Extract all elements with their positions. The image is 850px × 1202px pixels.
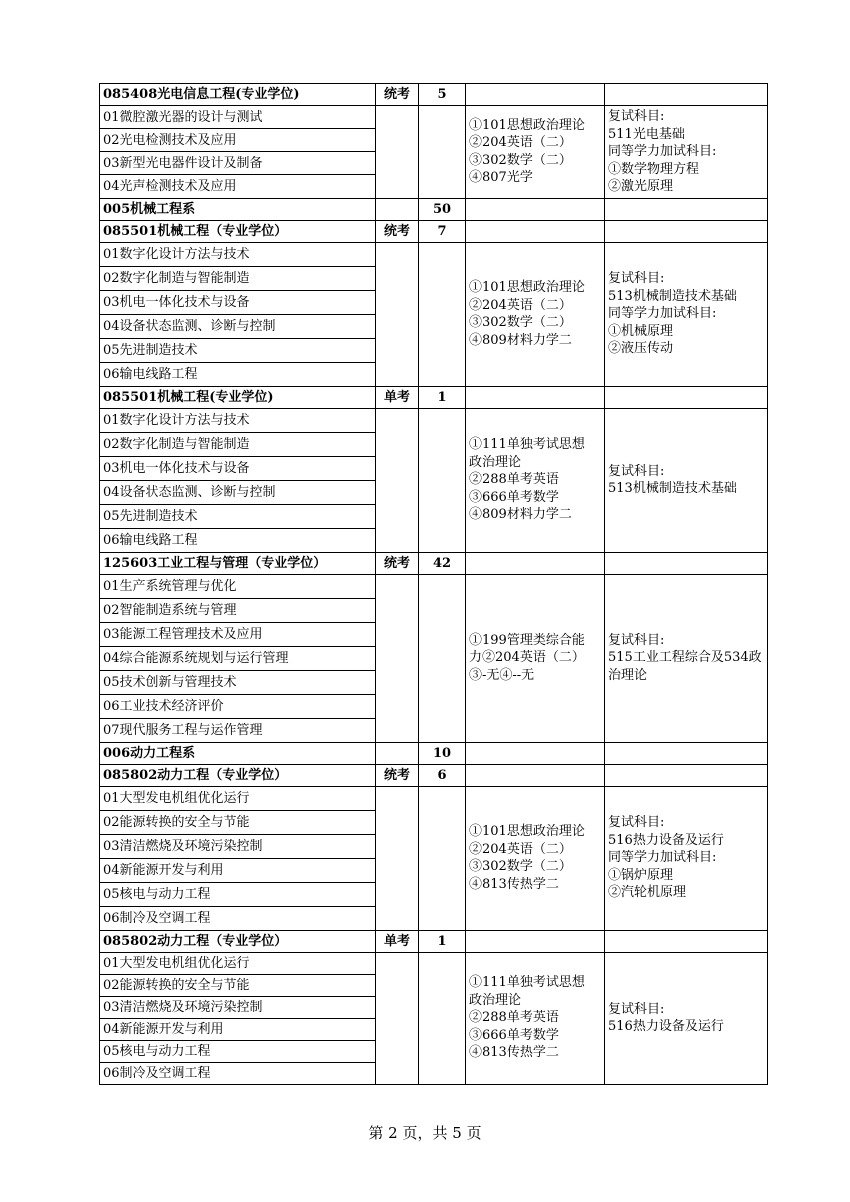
research-direction: 01微腔激光器的设计与测试: [100, 106, 376, 129]
exam-subjects: ①199管理类综合能 力②204英语（二） ③-无④--无: [466, 574, 605, 742]
department-name: 006动力工程系: [100, 742, 376, 764]
enrollment-count: 42: [419, 552, 466, 574]
empty-cell: [605, 930, 768, 952]
direction-row: [100, 408, 768, 432]
empty-cell: [466, 930, 605, 952]
major-name: 085802动力工程（专业学位）: [100, 930, 376, 952]
count-span-cell: [419, 408, 466, 552]
major-row: [100, 764, 768, 786]
count-span-cell: [419, 242, 466, 386]
exam-subjects: ①101思想政治理论 ②204英语（二） ③302数学（二） ④809材料力学二: [466, 242, 605, 386]
empty-cell: [605, 198, 768, 220]
exam-type-cell: [376, 742, 419, 764]
research-direction: 02数字化制造与智能制造: [100, 432, 376, 456]
direction-row: [100, 786, 768, 810]
research-direction: 04新能源开发与利用: [100, 1018, 376, 1040]
research-direction: 06输电线路工程: [100, 362, 376, 386]
empty-cell: [605, 764, 768, 786]
research-direction: 05先进制造技术: [100, 338, 376, 362]
research-direction: 01大型发电机组优化运行: [100, 952, 376, 974]
research-direction: 01大型发电机组优化运行: [100, 786, 376, 810]
direction-row: [100, 952, 768, 974]
type-span-cell: [376, 242, 419, 386]
retest-subjects: 复试科目: 515工业工程综合及534政 治理论: [605, 574, 768, 742]
type-span-cell: [376, 106, 419, 199]
research-direction: 07现代服务工程与运作管理: [100, 718, 376, 742]
research-direction: 02能源转换的安全与节能: [100, 974, 376, 996]
major-row: [100, 386, 768, 408]
major-name: 085408光电信息工程(专业学位): [100, 84, 376, 106]
empty-cell: [605, 84, 768, 106]
direction-row: [100, 106, 768, 129]
empty-cell: [605, 742, 768, 764]
research-direction: 03能源工程管理技术及应用: [100, 622, 376, 646]
research-direction: 03清洁燃烧及环境污染控制: [100, 996, 376, 1018]
enrollment-count: 5: [419, 84, 466, 106]
exam-subjects: ①111单独考试思想 政治理论 ②288单考英语 ③666单考数学 ④813传热学二: [466, 952, 605, 1084]
research-direction: 02光电检测技术及应用: [100, 129, 376, 152]
exam-type: 统考: [376, 84, 419, 106]
research-direction: 06制冷及空调工程: [100, 906, 376, 930]
retest-subjects: 复试科目: 513机械制造技术基础 同等学力加试科目: ①机械原理 ②液压传动: [605, 242, 768, 386]
department-name: 005机械工程系: [100, 198, 376, 220]
retest-subjects: 复试科目: 516热力设备及运行 同等学力加试科目: ①锅炉原理 ②汽轮机原理: [605, 786, 768, 930]
empty-cell: [466, 742, 605, 764]
type-span-cell: [376, 574, 419, 742]
major-name: 085501机械工程(专业学位): [100, 386, 376, 408]
research-direction: 02智能制造系统与管理: [100, 598, 376, 622]
research-direction: 05技术创新与管理技术: [100, 670, 376, 694]
research-direction: 06工业技术经济评价: [100, 694, 376, 718]
research-direction: 05核电与动力工程: [100, 882, 376, 906]
research-direction: 04新能源开发与利用: [100, 858, 376, 882]
enrollment-count: 1: [419, 386, 466, 408]
research-direction: 04设备状态监测、诊断与控制: [100, 314, 376, 338]
major-row: [100, 220, 768, 242]
direction-row: [100, 242, 768, 266]
empty-cell: [466, 386, 605, 408]
exam-type-cell: [376, 198, 419, 220]
type-span-cell: [376, 408, 419, 552]
exam-type: 统考: [376, 552, 419, 574]
enrollment-count: 1: [419, 930, 466, 952]
research-direction: 03清洁燃烧及环境污染控制: [100, 834, 376, 858]
research-direction: 03新型光电器件设计及制备: [100, 152, 376, 175]
enrollment-count: 10: [419, 742, 466, 764]
exam-subjects: ①101思想政治理论 ②204英语（二） ③302数学（二） ④807光学: [466, 106, 605, 199]
enrollment-count: 6: [419, 764, 466, 786]
major-name: 085802动力工程（专业学位）: [100, 764, 376, 786]
direction-row: [100, 574, 768, 598]
research-direction: 05先进制造技术: [100, 504, 376, 528]
enrollment-count: 50: [419, 198, 466, 220]
exam-type: 统考: [376, 764, 419, 786]
major-row: [100, 552, 768, 574]
research-direction: 01数字化设计方法与技术: [100, 408, 376, 432]
retest-subjects: 复试科目: 516热力设备及运行: [605, 952, 768, 1084]
major-row: [100, 84, 768, 106]
research-direction: 06制冷及空调工程: [100, 1062, 376, 1084]
empty-cell: [466, 84, 605, 106]
table-body: [100, 84, 768, 1085]
exam-type: 单考: [376, 386, 419, 408]
type-span-cell: [376, 952, 419, 1084]
count-span-cell: [419, 106, 466, 199]
research-direction: 05核电与动力工程: [100, 1040, 376, 1062]
enrollment-count: 7: [419, 220, 466, 242]
exam-subjects: ①101思想政治理论 ②204英语（二） ③302数学（二） ④813传热学二: [466, 786, 605, 930]
empty-cell: [605, 386, 768, 408]
research-direction: 04光声检测技术及应用: [100, 175, 376, 198]
research-direction: 06输电线路工程: [100, 528, 376, 552]
retest-subjects: 复试科目: 513机械制造技术基础: [605, 408, 768, 552]
department-row: [100, 198, 768, 220]
empty-cell: [466, 198, 605, 220]
empty-cell: [466, 552, 605, 574]
research-direction: 01数字化设计方法与技术: [100, 242, 376, 266]
research-direction: 04综合能源系统规划与运行管理: [100, 646, 376, 670]
major-row: [100, 930, 768, 952]
empty-cell: [605, 552, 768, 574]
research-direction: 04设备状态监测、诊断与控制: [100, 480, 376, 504]
department-row: [100, 742, 768, 764]
page-footer: 第 2 页，共 5 页: [368, 1124, 482, 1142]
count-span-cell: [419, 574, 466, 742]
empty-cell: [466, 220, 605, 242]
exam-type: 统考: [376, 220, 419, 242]
empty-cell: [605, 220, 768, 242]
count-span-cell: [419, 786, 466, 930]
research-direction: 03机电一体化技术与设备: [100, 456, 376, 480]
research-direction: 02能源转换的安全与节能: [100, 810, 376, 834]
exam-subjects: ①111单独考试思想 政治理论 ②288单考英语 ③666单考数学 ④809材料力学二: [466, 408, 605, 552]
type-span-cell: [376, 786, 419, 930]
research-direction: 03机电一体化技术与设备: [100, 290, 376, 314]
retest-subjects: 复试科目: 511光电基础 同等学力加试科目: ①数学物理方程 ②激光原理: [605, 106, 768, 199]
exam-type: 单考: [376, 930, 419, 952]
count-span-cell: [419, 952, 466, 1084]
empty-cell: [466, 764, 605, 786]
major-name: 125603工业工程与管理（专业学位）: [100, 552, 376, 574]
admissions-table: [99, 83, 768, 1085]
research-direction: 01生产系统管理与优化: [100, 574, 376, 598]
major-name: 085501机械工程（专业学位）: [100, 220, 376, 242]
research-direction: 02数字化制造与智能制造: [100, 266, 376, 290]
